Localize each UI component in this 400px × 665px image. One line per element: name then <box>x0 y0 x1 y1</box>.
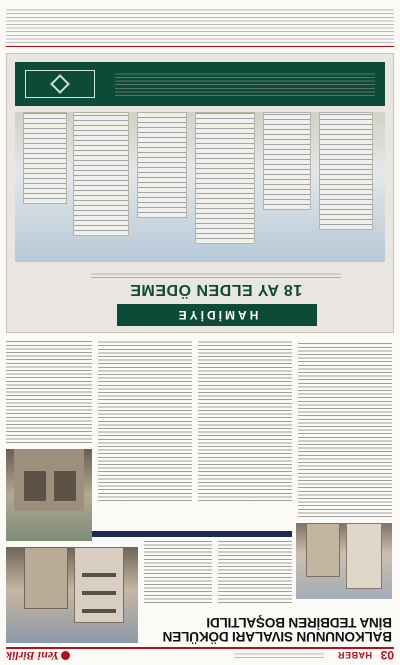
masthead <box>6 648 70 663</box>
developer-logo <box>25 70 95 98</box>
ad-footer-text <box>115 72 375 96</box>
ad-subline <box>91 271 341 278</box>
tower <box>23 112 67 204</box>
masthead-logo-icon <box>61 651 70 660</box>
article-column-2 <box>218 541 292 603</box>
article-column-1 <box>298 341 392 517</box>
bottom-rule <box>6 46 394 47</box>
page-header <box>6 647 394 661</box>
article-column-3 <box>144 541 212 603</box>
date-line <box>234 652 324 658</box>
secondary-story <box>92 531 292 537</box>
secondary-column-2 <box>98 341 192 501</box>
tower <box>73 112 129 236</box>
ad-footer <box>15 62 385 106</box>
tower <box>319 112 373 230</box>
right-column-text <box>6 341 92 443</box>
secondary-headline <box>92 531 292 537</box>
secondary-photo <box>296 523 392 599</box>
ad-building-render <box>15 112 385 262</box>
tower <box>137 112 187 218</box>
bottom-strip <box>6 7 394 43</box>
tower <box>263 112 311 210</box>
secondary-column-1 <box>198 341 292 501</box>
ad-brand: HAMİDİYE <box>175 308 259 322</box>
developer-logo-icon <box>50 74 70 94</box>
ad-headline: 18 AY ELDEN ÖDEME <box>129 281 303 298</box>
masthead-name: Yeni Birlik <box>6 649 60 663</box>
section-label: HABER <box>337 650 372 660</box>
main-headline: BALKONUNUN SIVALARI DÖKÜLEN BİNA TEDBİREN BOŞALTILDI <box>162 615 392 644</box>
real-estate-ad <box>6 53 394 333</box>
right-column-photo <box>6 449 92 541</box>
lead-photo <box>6 547 138 643</box>
ad-brand-box <box>117 304 317 326</box>
tower <box>195 112 255 244</box>
page-number: 03 <box>380 648 394 662</box>
